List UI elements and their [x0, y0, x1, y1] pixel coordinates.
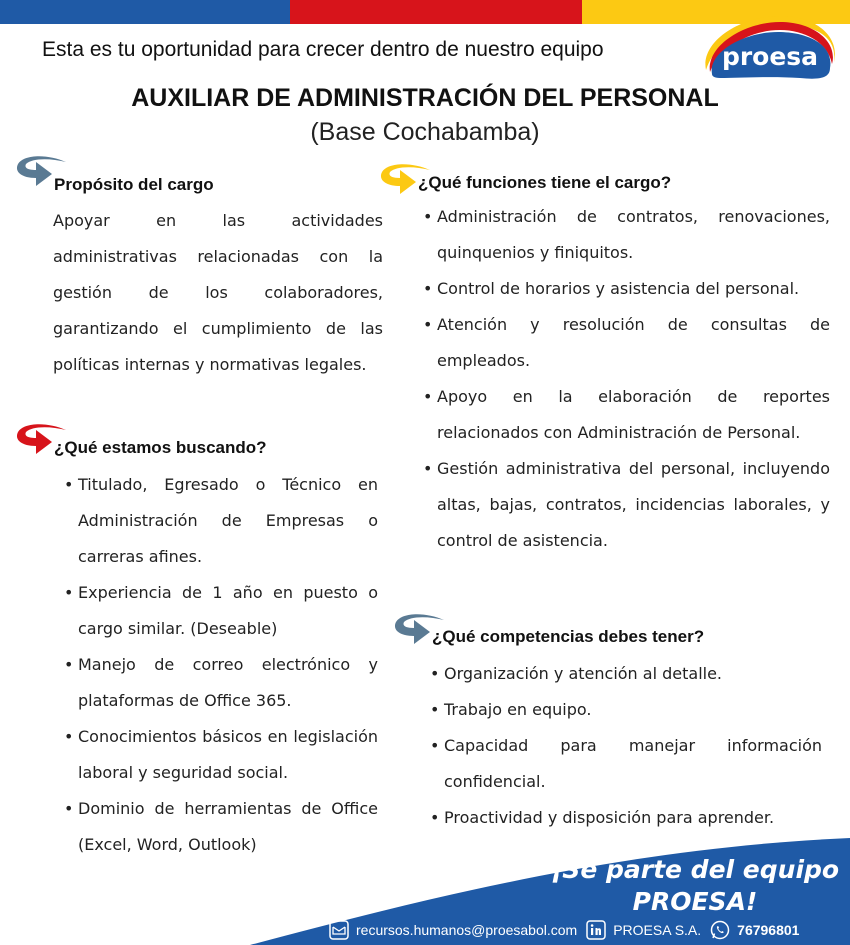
linkedin-icon: [585, 919, 607, 941]
list-item: • Manejo de correo electrónico y plataformas de Office 365.: [64, 647, 378, 719]
footer-slogan-line1: ¡Se parte del equipo: [550, 855, 840, 884]
footer-slogan-line2: PROESA!: [632, 887, 758, 916]
purpose-text: Apoyar en las actividades administrativas relacionadas con la gestión de los colaboradores, garantizando el cumplimiento de las políticas internas y normativas legales.: [53, 211, 383, 374]
job-location: (Base Cochabamba): [310, 118, 540, 146]
footer-slogan: [540, 854, 850, 918]
list-item: • Control de horarios y asistencia del personal.: [423, 271, 830, 307]
competencies-list: [430, 656, 822, 836]
logo-wordmark: proesa: [721, 42, 819, 71]
list-item: • Capacidad para manejar información confidencial.: [430, 728, 822, 800]
phone-number[interactable]: 76796801: [737, 922, 800, 938]
list-item: • Experiencia de 1 año en puesto o cargo similar. (Deseable): [64, 575, 378, 647]
list-item: • Dominio de herramientas de Office (Excel, Word, Outlook): [64, 791, 378, 863]
list-item: • Proactividad y disposición para aprender.: [430, 800, 822, 836]
job-title: AUXILIAR DE ADMINISTRACIÓN DEL PERSONAL: [131, 84, 719, 112]
email-link[interactable]: recursos.humanos@proesabol.com: [356, 922, 578, 938]
list-item: • Gestión administrativa del personal, incluyendo altas, bajas, contratos, incidencias laborales, y control de asistencia.: [423, 451, 830, 559]
purpose-heading: Propósito del cargo: [54, 175, 214, 194]
top-bar-blue: [0, 0, 290, 24]
functions-list: [423, 199, 830, 559]
linkedin-link[interactable]: PROESA S.A.: [613, 922, 702, 938]
list-item: • Trabajo en equipo.: [430, 692, 822, 728]
whatsapp-icon: [709, 919, 731, 941]
looking-for-heading: ¿Qué estamos buscando?: [54, 438, 267, 457]
requirements-list: [64, 467, 378, 863]
competencies-heading: ¿Qué competencias debes tener?: [432, 627, 705, 646]
list-item: • Atención y resolución de consultas de empleados.: [423, 307, 830, 379]
list-item: • Titulado, Egresado o Técnico en Administración de Empresas o carreras afines.: [64, 467, 378, 575]
list-item: • Administración de contratos, renovaciones, quinquenios y finiquitos.: [423, 199, 830, 271]
list-item: • Apoyo en la elaboración de reportes relacionados con Administración de Personal.: [423, 379, 830, 451]
tagline: Esta es tu oportunidad para crecer dentro de nuestro equipo: [42, 38, 604, 61]
list-item: • Organización y atención al detalle.: [430, 656, 822, 692]
email-icon: [328, 919, 350, 941]
top-bar-red: [290, 0, 582, 24]
list-item: • Conocimientos básicos en legislación laboral y seguridad social.: [64, 719, 378, 791]
functions-heading: ¿Qué funciones tiene el cargo?: [418, 173, 672, 192]
footer-contact: [328, 917, 807, 943]
